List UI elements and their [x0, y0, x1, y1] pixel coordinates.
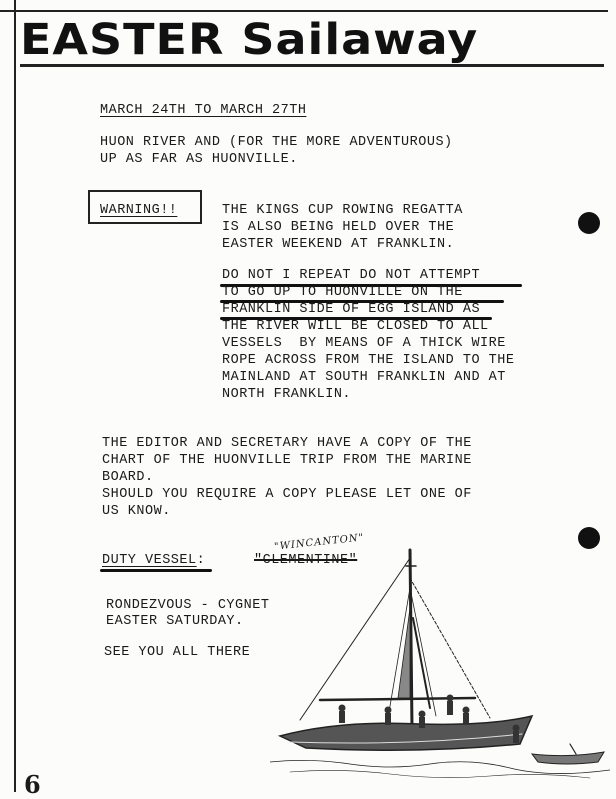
rendezvous-line-2: EASTER SATURDAY.: [106, 614, 244, 629]
duty-vessel-colon: :: [196, 553, 206, 568]
caution-line-3-text: FRANKLIN SIDE OF EGG ISLAND: [222, 302, 455, 317]
caution-line-1: DO NOT I REPEAT DO NOT ATTEMPT: [222, 268, 481, 283]
chart-note-line-2: CHART OF THE HUONVILLE TRIP FROM THE MARINE: [102, 453, 472, 468]
margin-rule: [14, 0, 16, 792]
caution-line-2: TO GO UP TO HUONVILLE ON THE: [222, 285, 463, 300]
duty-vessel: [102, 553, 205, 570]
closure-line-1: THE RIVER WILL BE CLOSED TO ALL: [222, 319, 489, 334]
intro-line-1: HUON RIVER AND (FOR THE MORE ADVENTUROUS): [100, 135, 453, 150]
duty-vessel-label: DUTY VESSEL: [102, 553, 197, 568]
page-title: [20, 14, 479, 64]
title-word-easter: EASTER: [20, 14, 225, 64]
title-underline: [20, 64, 604, 67]
rendezvous-line-1: RONDEZVOUS - CYGNET: [106, 598, 270, 613]
event-dates: MARCH 24TH TO MARCH 27TH: [100, 103, 307, 118]
binder-hole-top: [578, 212, 600, 234]
duty-vessel-underline: [100, 569, 212, 572]
closure-line-4: MAINLAND AT SOUTH FRANKLIN AND AT: [222, 370, 506, 385]
closure-line-3: ROPE ACROSS FROM THE ISLAND TO THE: [222, 353, 515, 368]
page-number: 6: [24, 770, 41, 799]
regatta-line-2: IS ALSO BEING HELD OVER THE: [222, 220, 455, 235]
chart-note-line-5: US KNOW.: [102, 504, 171, 519]
chart-note-line-1: THE EDITOR AND SECRETARY HAVE A COPY OF THE: [102, 436, 472, 451]
intro-line-2: UP AS FAR AS HUONVILLE.: [100, 152, 298, 167]
chart-note-line-4: SHOULD YOU REQUIRE A COPY PLEASE LET ONE OF: [102, 487, 472, 502]
regatta-line-1: THE KINGS CUP ROWING REGATTA: [222, 203, 463, 218]
handwritten-correction: "WINCANTON": [273, 532, 365, 553]
sailing-ship-illustration: [270, 548, 610, 784]
caution-line-3-suffix: AS: [454, 302, 481, 317]
struck-vessel-name: "CLEMENTINE": [254, 553, 358, 568]
title-word-sailaway: Sailaway: [241, 14, 479, 64]
closure-line-5: NORTH FRANKLIN.: [222, 387, 352, 402]
top-rule: [0, 10, 608, 12]
closure-line-2: VESSELS BY MEANS OF A THICK WIRE: [222, 336, 506, 351]
binder-hole-bottom: [578, 527, 600, 549]
warning-label: WARNING!!: [100, 203, 178, 218]
regatta-line-3: EASTER WEEKEND AT FRANKLIN.: [222, 237, 455, 252]
signoff: SEE YOU ALL THERE: [104, 645, 251, 660]
chart-note-line-3: BOARD.: [102, 470, 154, 485]
